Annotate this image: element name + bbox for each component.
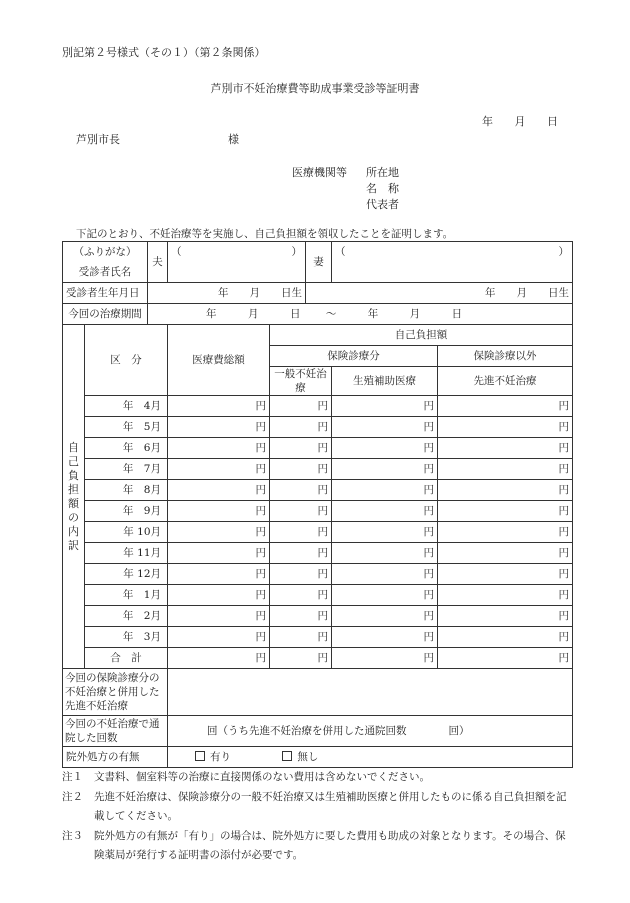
husband-name-field[interactable] bbox=[168, 262, 306, 283]
amount-cell[interactable]: 円 bbox=[438, 396, 573, 417]
option-no-label: 無し bbox=[297, 751, 319, 763]
month-row bbox=[63, 459, 573, 480]
institution-label: 医療機関等 bbox=[292, 166, 347, 179]
total-label: 合 計 bbox=[85, 648, 168, 669]
amount-cell[interactable]: 円 bbox=[270, 585, 332, 606]
combined-label: 今回の保険診療分の不妊治療と併用した先進不妊治療 bbox=[63, 669, 168, 716]
month-label: 年 4月 bbox=[85, 396, 168, 417]
month-row bbox=[63, 501, 573, 522]
institution-address-label: 所在地 bbox=[366, 166, 399, 179]
furigana-label: （ふりがな） bbox=[63, 242, 148, 263]
husband-label: 夫 bbox=[148, 242, 168, 283]
note-text: 先進不妊治療は、保険診療分の一般不妊治療又は生殖補助医療と併用したものに係る自己負担額を記載してください。 bbox=[94, 790, 567, 822]
note-number: 注３ bbox=[62, 829, 83, 842]
certificate-table bbox=[62, 241, 573, 768]
note-number: 注１ bbox=[62, 771, 83, 783]
paren-open: （ bbox=[335, 246, 346, 258]
amount-cell[interactable]: 円 bbox=[438, 459, 573, 480]
amount-cell[interactable]: 円 bbox=[438, 438, 573, 459]
month-row bbox=[63, 396, 573, 417]
amount-cell[interactable]: 円 bbox=[332, 627, 438, 648]
amount-cell[interactable]: 円 bbox=[332, 564, 438, 585]
note-number: 注２ bbox=[62, 790, 83, 803]
amount-cell[interactable]: 円 bbox=[168, 522, 270, 543]
visits-value: 回（うち先進不妊治療を併用した通院回数 回） bbox=[207, 725, 470, 737]
birth-row bbox=[63, 283, 573, 304]
wife-furigana-field[interactable] bbox=[332, 242, 573, 263]
combined-field[interactable] bbox=[168, 669, 573, 716]
note-3 bbox=[62, 827, 572, 866]
amount-cell[interactable]: 円 bbox=[168, 564, 270, 585]
date-year: 年 bbox=[482, 115, 493, 128]
institution-name-label: 名 称 bbox=[366, 182, 399, 195]
general-header: 一般不妊治療 bbox=[270, 367, 332, 396]
amount-cell[interactable]: 円 bbox=[438, 564, 573, 585]
amount-cell[interactable]: 円 bbox=[270, 543, 332, 564]
date-month: 月 bbox=[514, 115, 526, 128]
addressee-name: 芦別市長 bbox=[76, 133, 120, 146]
month-label: 年 12月 bbox=[85, 564, 168, 585]
note-2 bbox=[62, 788, 572, 827]
amount-cell[interactable]: 円 bbox=[270, 522, 332, 543]
month-label: 年 11月 bbox=[85, 543, 168, 564]
period-tilde: ～ bbox=[325, 308, 337, 320]
total-amount-cell[interactable]: 円 bbox=[332, 648, 438, 669]
amount-cell[interactable]: 円 bbox=[270, 438, 332, 459]
month-label: 年 8月 bbox=[85, 480, 168, 501]
amount-cell[interactable]: 円 bbox=[168, 459, 270, 480]
month-row bbox=[63, 417, 573, 438]
month-label: 年 6月 bbox=[85, 438, 168, 459]
amount-cell[interactable]: 円 bbox=[438, 522, 573, 543]
month-label: 年 7月 bbox=[85, 459, 168, 480]
birth-label: 受診者生年月日 bbox=[63, 283, 148, 304]
furigana-row bbox=[63, 242, 573, 263]
option-yes-label: 有り bbox=[210, 751, 231, 763]
amount-cell[interactable]: 円 bbox=[168, 627, 270, 648]
amount-cell[interactable]: 円 bbox=[270, 627, 332, 648]
note-text: 文書料、個室料等の治療に直接関係のない費用は含めないでください。 bbox=[94, 771, 430, 783]
date-line bbox=[482, 113, 558, 129]
amount-cell[interactable]: 円 bbox=[332, 522, 438, 543]
outpatient-field bbox=[168, 747, 573, 768]
amount-cell[interactable]: 円 bbox=[438, 585, 573, 606]
month-label: 年 1月 bbox=[85, 585, 168, 606]
period-row bbox=[63, 304, 573, 325]
period-from: 年 月 日 bbox=[206, 308, 301, 320]
amount-cell[interactable]: 円 bbox=[168, 438, 270, 459]
amount-cell[interactable]: 円 bbox=[438, 417, 573, 438]
amount-cell[interactable]: 円 bbox=[168, 585, 270, 606]
period-to: 年 月 日 bbox=[367, 308, 463, 320]
amount-cell[interactable]: 円 bbox=[270, 459, 332, 480]
kubun-header: 区 分 bbox=[85, 325, 168, 396]
month-row bbox=[63, 606, 573, 627]
assisted-header: 生殖補助医療 bbox=[332, 367, 438, 396]
amount-cell[interactable]: 円 bbox=[270, 480, 332, 501]
period-label: 今回の治療期間 bbox=[63, 304, 148, 325]
paren-close: ） bbox=[291, 246, 302, 258]
notes bbox=[62, 768, 572, 866]
amount-cell[interactable]: 円 bbox=[168, 606, 270, 627]
amount-cell[interactable]: 円 bbox=[168, 501, 270, 522]
visits-label: 今回の不妊治療で通院した回数 bbox=[63, 716, 168, 747]
date-day: 日 bbox=[547, 115, 558, 128]
amount-cell[interactable]: 円 bbox=[438, 501, 573, 522]
month-row bbox=[63, 564, 573, 585]
outpatient-row bbox=[63, 747, 573, 768]
month-row bbox=[63, 480, 573, 501]
amount-cell[interactable]: 円 bbox=[332, 396, 438, 417]
paren-close: ） bbox=[558, 246, 569, 258]
combined-row bbox=[63, 669, 573, 716]
total-cost-header: 医療費総額 bbox=[168, 325, 270, 396]
month-row bbox=[63, 627, 573, 648]
month-row bbox=[63, 522, 573, 543]
month-label: 年 10月 bbox=[85, 522, 168, 543]
option-yes[interactable] bbox=[195, 751, 231, 763]
total-amount-cell[interactable]: 円 bbox=[270, 648, 332, 669]
month-row bbox=[63, 585, 573, 606]
amount-cell[interactable]: 円 bbox=[332, 417, 438, 438]
advanced-header: 先進不妊治療 bbox=[438, 367, 573, 396]
month-label: 年 9月 bbox=[85, 501, 168, 522]
period-field[interactable] bbox=[148, 304, 573, 325]
amount-cell[interactable]: 円 bbox=[438, 543, 573, 564]
option-no[interactable] bbox=[282, 751, 318, 763]
month-label: 年 5月 bbox=[85, 417, 168, 438]
institution-rep-label: 代表者 bbox=[366, 198, 399, 211]
wife-name-field[interactable] bbox=[332, 262, 573, 283]
month-label: 年 3月 bbox=[85, 627, 168, 648]
header-row-1 bbox=[63, 325, 573, 346]
visits-row bbox=[63, 716, 573, 747]
note-text: 院外処方の有無が「有り」の場合は、院外処方に要した費用も助成の対象となります。その場合、保険薬局が発行する証明書の添付が必要です。 bbox=[94, 829, 566, 861]
paren-open: （ bbox=[171, 246, 182, 258]
amount-cell[interactable]: 円 bbox=[332, 480, 438, 501]
total-row bbox=[63, 648, 573, 669]
form-number: 別記第２号様式（その１）（第２条関係） bbox=[62, 46, 266, 59]
addressee-honorific: 様 bbox=[228, 133, 239, 146]
note-1 bbox=[62, 768, 572, 788]
amount-cell[interactable]: 円 bbox=[270, 606, 332, 627]
visits-field[interactable] bbox=[168, 716, 573, 747]
amount-cell[interactable]: 円 bbox=[168, 543, 270, 564]
amount-cell[interactable]: 円 bbox=[332, 543, 438, 564]
self-burden-header: 自己負担額 bbox=[270, 325, 573, 346]
total-amount-cell[interactable]: 円 bbox=[168, 648, 270, 669]
amount-cell[interactable]: 円 bbox=[438, 606, 573, 627]
non-insured-header: 保険診療以外 bbox=[438, 346, 573, 367]
outpatient-label: 院外処方の有無 bbox=[63, 747, 168, 768]
amount-cell[interactable]: 円 bbox=[270, 417, 332, 438]
amount-cell[interactable]: 円 bbox=[270, 396, 332, 417]
patient-name-label: 受診者氏名 bbox=[63, 262, 148, 283]
wife-label: 妻 bbox=[306, 242, 332, 283]
amount-cell[interactable]: 円 bbox=[332, 438, 438, 459]
amount-cell[interactable]: 円 bbox=[270, 501, 332, 522]
checkbox-no[interactable] bbox=[282, 751, 292, 761]
amount-cell[interactable]: 円 bbox=[168, 480, 270, 501]
intro-text: 下記のとおり、不妊治療等を実施し、自己負担額を領収したことを証明します。 bbox=[76, 228, 454, 240]
amount-cell[interactable]: 円 bbox=[270, 564, 332, 585]
husband-furigana-field[interactable] bbox=[168, 242, 306, 263]
total-amount-cell[interactable]: 円 bbox=[438, 648, 573, 669]
amount-cell[interactable]: 円 bbox=[438, 480, 573, 501]
amount-cell[interactable]: 円 bbox=[332, 459, 438, 480]
amount-cell[interactable]: 円 bbox=[332, 501, 438, 522]
month-row bbox=[63, 438, 573, 459]
amount-cell[interactable]: 円 bbox=[332, 606, 438, 627]
amount-cell[interactable]: 円 bbox=[332, 585, 438, 606]
husband-birth-field[interactable]: 年 月 日生 bbox=[148, 283, 306, 304]
amount-cell[interactable]: 円 bbox=[168, 417, 270, 438]
self-burden-breakdown-label: 自 己 負 担 額 の 内 訳 bbox=[63, 325, 85, 669]
insured-header: 保険診療分 bbox=[270, 346, 438, 367]
month-row bbox=[63, 543, 573, 564]
document-title: 芦別市不妊治療費等助成事業受診等証明書 bbox=[210, 82, 420, 95]
wife-birth-field[interactable]: 年 月 日生 bbox=[306, 283, 573, 304]
amount-cell[interactable]: 円 bbox=[438, 627, 573, 648]
amount-cell[interactable]: 円 bbox=[168, 396, 270, 417]
checkbox-yes[interactable] bbox=[195, 751, 205, 761]
month-label: 年 2月 bbox=[85, 606, 168, 627]
